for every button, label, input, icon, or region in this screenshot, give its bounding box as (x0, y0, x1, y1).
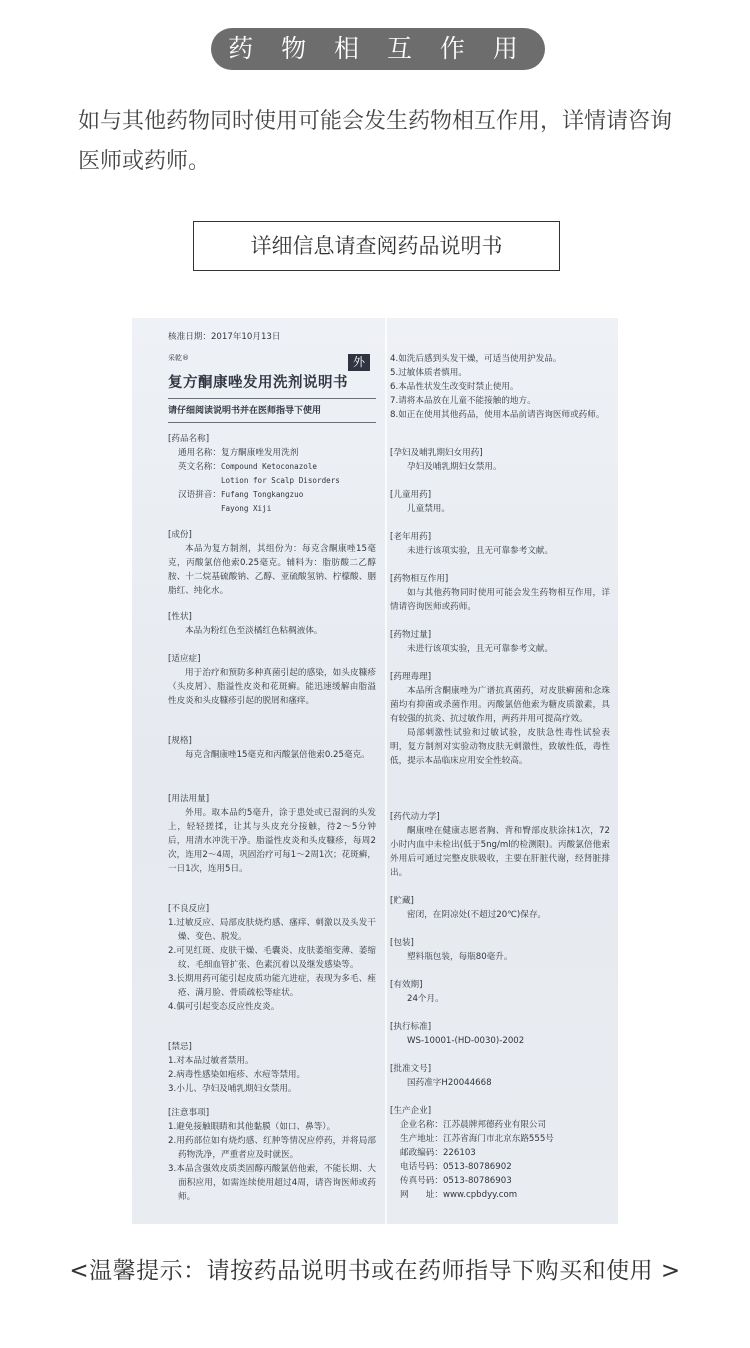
english-name-value (221, 460, 340, 488)
package-insert-photo (132, 318, 618, 1224)
section-heading: [老年用药] (390, 532, 432, 542)
contraindication-item: 2.病毒性感染如疱疹、水痘等禁用。 (168, 1070, 306, 1080)
section-title-pill: 药 物 相 互 作 用 (211, 28, 545, 70)
section-heading: [不良反应] (168, 904, 210, 914)
section-heading: [药品名称] (168, 434, 210, 444)
section-appearance (168, 610, 376, 638)
section-heading: [成份] (168, 530, 192, 540)
english-name-label: 英文名称： (178, 462, 221, 472)
section-package (390, 936, 610, 964)
indications-text: 用于治疗和预防多种真菌引起的感染，如头皮糠疹（头皮屑）、脂溢性皮炎和花斑癣。能迅速缓解由脂溢性皮炎和头皮糠疹引起的脱屑和瘙痒。 (168, 668, 376, 706)
precautions-continued (390, 352, 610, 422)
section-dosage (168, 792, 376, 876)
precaution-item: 7.请将本品放在儿童不能接触的地方。 (390, 396, 536, 406)
precaution-item: 2.用药部位如有烧灼感、红肿等情况应停药，并将局部药物洗净，严重者应及时就医。 (168, 1136, 376, 1160)
children-text: 儿童禁用。 (407, 504, 450, 514)
pregnancy-text: 孕妇及哺乳期妇女禁用。 (407, 462, 502, 472)
section-heading: [禁忌] (168, 1042, 192, 1052)
precaution-item: 4.如洗后感到头发干燥，可适当使用护发品。 (390, 354, 562, 364)
section-specification (168, 734, 376, 762)
manufacturer-line: 网 址：www.cpbdyy.com (400, 1190, 518, 1200)
section-drug-name (168, 432, 376, 516)
section-heading: [注意事项] (168, 1108, 210, 1118)
section-composition (168, 528, 376, 598)
section-manufacturer (390, 1104, 610, 1202)
validity-text: 24个月。 (407, 994, 444, 1004)
pinyin-name-line-2: Fayong Xiji (220, 504, 272, 513)
pinyin-name (168, 488, 376, 516)
generic-name: 通用名称：复方酮康唑发用洗剂 (178, 448, 299, 458)
storage-text: 密闭，在阴凉处(不超过20℃)保存。 (407, 910, 547, 920)
section-standard (390, 1020, 610, 1048)
english-name (168, 460, 376, 488)
section-heading: [批准文号] (390, 1064, 432, 1074)
section-heading: [适应症] (168, 654, 201, 664)
section-heading: [规格] (168, 736, 192, 746)
section-indications (168, 652, 376, 708)
manufacturer-line: 企业名称：江苏晨牌邦德药业有限公司 (400, 1120, 547, 1130)
section-heading: [执行标准] (390, 1022, 432, 1032)
manufacturer-line: 传真号码：0513-80786903 (400, 1176, 512, 1186)
section-heading: [儿童用药] (390, 490, 432, 500)
section-heading: [药物相互作用] (390, 574, 449, 584)
section-heading: [有效期] (390, 980, 423, 990)
leaflet-fold-line (385, 318, 387, 1224)
section-heading: [贮藏] (390, 896, 414, 906)
manufacturer-line: 邮政编码：226103 (400, 1148, 476, 1158)
section-heading: [性状] (168, 612, 192, 622)
adverse-item: 3.长期用药可能引起皮质功能亢进症，表现为多毛、痤疮、满月脸、骨质疏松等症状。 (168, 974, 376, 998)
section-heading: [包装] (390, 938, 414, 948)
pinyin-name-value (221, 488, 303, 516)
precaution-item: 1.避免接触眼睛和其他黏膜（如口、鼻等）。 (168, 1122, 336, 1132)
dosage-text: 外用。取本品约5毫升，涂于患处或已湿润的头发上，轻轻搓揉，让其与头皮充分接触，待2～5分钟后，用清水冲洗干净。脂溢性皮炎和头皮糠疹，每周2次，连用2～4周，巩固治疗可每1～2周1次；花斑癣，一日1次，连用5日。 (168, 808, 376, 874)
manufacturer-line: 生产地址：江苏省海门市北京东路555号 (400, 1134, 554, 1144)
section-storage (390, 894, 610, 922)
pharmacokinetics-text: 酮康唑在健康志愿者胸、背和臀部皮肤涂抹1次，72小时内血中未检出(低于5ng/ml的检测限)。丙酸氯倍他索外用后可通过完整皮肤吸收，主要在肝脏代谢，经肾脏排出。 (390, 826, 610, 878)
contraindication-item: 3.小儿、孕妇及哺乳期妇女禁用。 (168, 1084, 297, 1094)
precaution-item: 3.本品含强效皮质类固醇丙酸氯倍他索，不能长期、大面积应用，如需连续使用超过4周，请咨询医师或药师。 (168, 1164, 376, 1202)
elderly-text: 未进行该项实验，且无可靠参考文献。 (407, 546, 554, 556)
section-overdose (390, 628, 610, 656)
brand-mark: 采乾® (168, 354, 189, 362)
pinyin-name-label: 汉语拼音： (178, 490, 221, 500)
manufacturer-line: 电话号码：0513-80786902 (400, 1162, 512, 1172)
section-heading: [药代动力学] (390, 812, 440, 822)
section-adverse-reactions (168, 902, 376, 1014)
section-pregnancy (390, 446, 610, 474)
standard-text: WS-10001-(HD-0030)-2002 (407, 1036, 525, 1046)
interaction-intro-text: 如与其他药物同时使用可能会发生药物相互作用，详情请咨询医师或药师。 (78, 109, 673, 174)
pharmacology-text-2: 局部刺激性试验和过敏试验，皮肤急性毒性试验表明，复方制剂对实验动物皮肤无刺激性，致敏性低，毒性低，提示本品临床应用安全性较高。 (390, 728, 610, 766)
contraindication-item: 1.对本品过敏者禁用。 (168, 1056, 254, 1066)
section-contraindications (168, 1040, 376, 1096)
section-interactions (390, 572, 610, 614)
section-pharmacokinetics (390, 810, 610, 880)
warning-rule (168, 422, 376, 423)
appearance-text: 本品为粉红色至淡橘红色粘稠液体。 (185, 626, 323, 636)
english-name-line-1: Compound Ketoconazole (220, 462, 317, 471)
section-heading: [药物过量] (390, 630, 432, 640)
english-name-line-2: Lotion for Scalp Disorders (220, 476, 340, 485)
composition-text: 本品为复方制剂，其组份为：每克含酮康唑15毫克，丙酸氯倍他索0.25毫克。辅料为：脂肪酸二乙醇胺、十二烷基硫酸钠、乙醇、亚硫酸氢钠、柠檬酸、胭脂红、纯化水。 (168, 544, 376, 596)
section-elderly (390, 530, 610, 558)
purchase-reminder: <温馨提示：请按药品说明书或在药师指导下购买和使用 > (69, 1258, 681, 1284)
pinyin-name-line-1: Fufang Tongkangzuo (220, 490, 304, 499)
adverse-item: 4.偶可引起变态反应性皮炎。 (168, 1002, 280, 1012)
approval-number-text: 国药准字H20044668 (407, 1078, 492, 1088)
leaflet-warning: 请仔细阅读说明书并在医师指导下使用 (168, 406, 322, 416)
external-use-badge: 外 (348, 354, 370, 371)
specification-text: 每克含酮康唑15毫克和丙酸氯倍他索0.25毫克。 (185, 750, 370, 760)
section-heading: [用法用量] (168, 794, 210, 804)
section-approval-number (390, 1062, 610, 1090)
section-heading: [孕妇及哺乳期妇女用药] (390, 448, 483, 458)
leaflet-caption: 详细信息请查阅药品说明书 (193, 221, 560, 271)
section-heading: [生产企业] (390, 1106, 432, 1116)
section-children (390, 488, 610, 516)
section-pharmacology (390, 670, 610, 768)
adverse-item: 1.过敏反应、局部皮肤烧灼感、瘙痒、刺激以及头发干燥、变色、脱发。 (168, 918, 376, 942)
section-heading: [药理毒理] (390, 672, 432, 682)
leaflet-title: 复方酮康唑发用洗剂说明书 (168, 375, 348, 391)
interactions-text: 如与其他药物同时使用可能会发生药物相互作用，详情请咨询医师或药师。 (390, 588, 610, 612)
package-text: 塑料瓶包装，每瓶80毫升。 (407, 952, 513, 962)
section-precautions (168, 1106, 376, 1204)
approve-date: 核准日期：2017年10月13日 (168, 332, 281, 342)
adverse-item: 2.可见红斑、皮肤干燥、毛囊炎、皮肤萎缩变薄、萎缩纹、毛细血管扩张、色素沉着以及继发感染等。 (168, 946, 376, 970)
pharmacology-text-1: 本品所含酮康唑为广谱抗真菌药，对皮肤癣菌和念珠菌均有抑菌或杀菌作用。丙酸氯倍他索为糖皮质激素，具有较强的抗炎、抗过敏作用，两药并用可提高疗效。 (390, 686, 610, 724)
precaution-item: 6.本品性状发生改变时禁止使用。 (390, 382, 519, 392)
precaution-item: 8.如正在使用其他药品，使用本品前请咨询医师或药师。 (390, 410, 605, 420)
section-validity (390, 978, 610, 1006)
precaution-item: 5.过敏体质者慎用。 (390, 368, 467, 378)
overdose-text: 未进行该项实验，且无可靠参考文献。 (407, 644, 554, 654)
title-rule (168, 398, 376, 399)
